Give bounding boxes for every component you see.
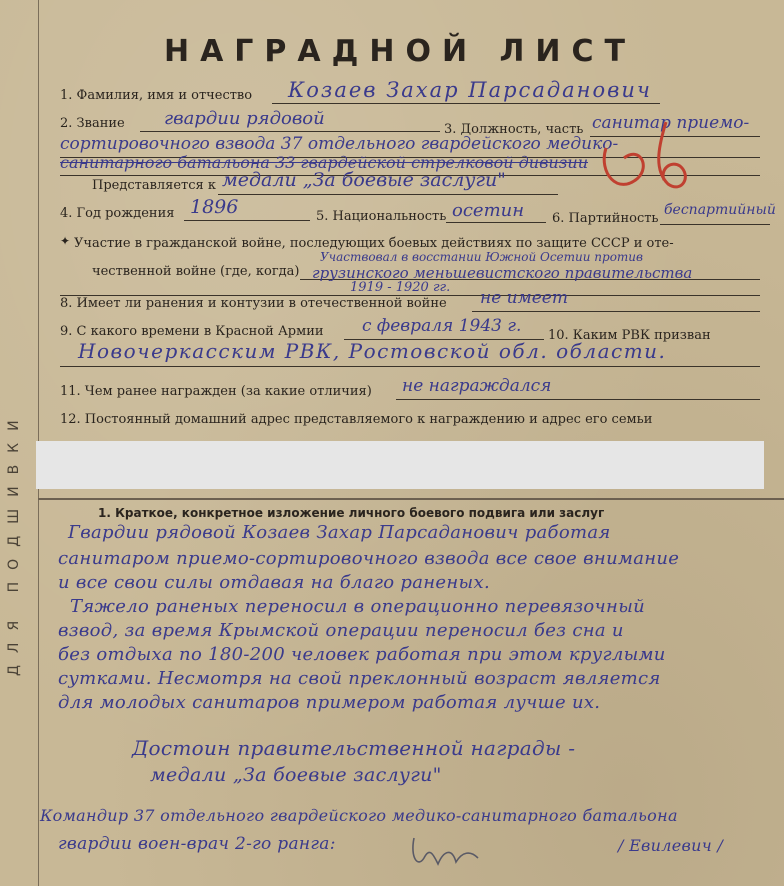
field-4-value: 1896 [190,196,239,218]
field-1-label: 1. Фамилия, имя и отчество [60,88,253,103]
field-11-value: не награждался [402,376,552,396]
field-7-marker: ✦ [60,234,71,248]
narrative-line: взвод, за время Крымской операции переносил без сна и [58,620,624,641]
presented-label: Представляется к [92,178,216,193]
field-9-value: с февраля 1943 г. [362,316,522,336]
narrative-line: Тяжело раненых переносил в операционно перевязочный [70,596,646,617]
field-7-value-b: грузинского меньшевистского правительства [312,264,693,282]
commander-name: / Евилевич / [618,836,724,855]
field-7-value-a: Участвовал в восстании Южной Осетии против [320,250,644,264]
field-2-value: гвардии рядовой [164,108,325,129]
field-3-value-c: санитарного батальона 33 гвардейской стрелковой дивизии [60,153,589,172]
conclusion-award: медали „За боевые заслуги" [150,764,442,786]
field-10-label: 10. Каким РВК призван [548,328,711,343]
commander-title: Командир 37 отдельного гвардейского медико-санитарного батальона [40,806,678,825]
field-10-value: Новочеркасским РВК, Ростовской обл. области. [78,339,667,363]
field-6-value: беспартийный [664,202,776,218]
field-11-label: 11. Чем ранее награжден (за какие отличия) [60,384,372,399]
side-label: ДЛЯ ПОДШИВКИ [6,408,22,676]
field-5-underline [446,222,546,223]
field-5-value: осетин [452,200,525,221]
field-5-label: 5. Национальность [316,209,447,224]
field-3-value-a: санитар приемо- [592,113,750,133]
redacted-area [36,441,764,489]
field-1-underline [272,103,660,104]
narrative-line: без отдыха по 180-200 человек работая при этом круглыми [58,644,666,665]
field-4-underline [184,220,310,221]
field-6-underline [660,224,770,225]
presented-value: медали „За боевые заслуги" [222,169,506,191]
field-7-label-b: чественной войне (где, когда) [92,264,300,279]
field-10-underline [60,366,760,367]
narrative-line: Гвардии рядовой Козаев Захар Парсаданович работая [68,522,611,543]
field-3-value-b: сортировочного взвода 37 отдельного гвардейского медико- [60,134,619,154]
field-8-value: не имеет [480,288,568,308]
field-12-label: 12. Постоянный домашний адрес представляемого к награждению и адрес его семьи [60,412,653,427]
field-8-underline [472,311,760,312]
narrative-line: для молодых санитаров примером работая лучше их. [58,692,601,713]
field-2-underline [140,131,440,132]
narrative-line: сутками. Несмотря на свой преклонный возраст является [58,668,661,689]
field-7-label-a: Участие в гражданской войне, последующих боевых действиях по защите СССР и оте- [74,236,674,251]
field-1-value: Козаев Захар Парсаданович [288,78,652,102]
section-divider [38,498,784,500]
commander-signature [408,828,488,878]
narrative-line: и все свои силы отдавая на благо раненых. [58,572,490,593]
field-7-value-c: 1919 - 1920 гг. [350,280,451,295]
field-6-label: 6. Партийность [552,211,659,226]
section-title: 1. Краткое, конкретное изложение личного боевого подвига или заслуг [98,506,605,520]
document-title: НАГРАДНОЙ ЛИСТ [163,34,637,69]
commander-rank: гвардии воен-врач 2-го ранга: [58,834,336,854]
conclusion-line: Достоин правительственной награды - [132,736,576,760]
narrative-line: санитаром приемо-сортировочного взвода все свое внимание [58,548,680,569]
presented-underline [218,194,558,195]
field-9-label: 9. С какого времени в Красной Армии [60,324,324,339]
red-pencil-mark [588,118,698,198]
field-2-label: 2. Звание [60,116,125,131]
field-4-label: 4. Год рождения [60,206,175,221]
field-8-label: 8. Имеет ли ранения и контузии в отечественной войне [60,296,447,311]
field-11-underline [396,399,760,400]
field-3-label: 3. Должность, часть [444,122,584,137]
